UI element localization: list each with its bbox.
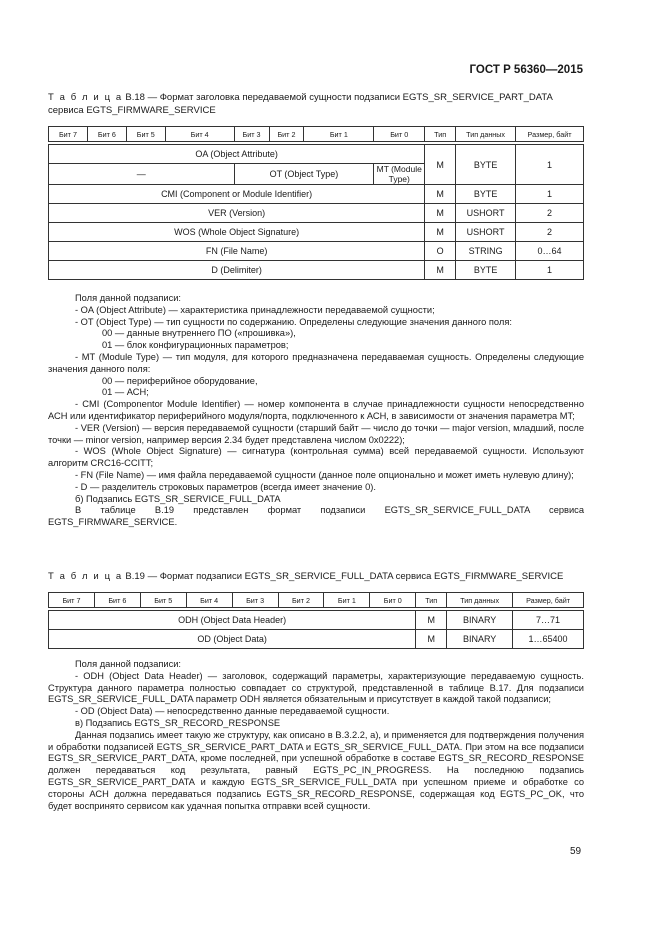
table-header-row [49,127,584,142]
paragraph: - ODH (Object Data Header) — заголовок, содержащий параметры, характеризующие передаваемую сущность. Структура данного параметра полностью совпадает со структурой, представленной в таблице В.17. Для подзаписи EGTS_SR_SERVICE_FULL_DATA параметр ODH является обязательным и присутствует в каждой такой подзаписи; [48,670,584,705]
paragraph: - WOS (Whole Object Signature) — сигнатура (контрольная сумма) всей передаваемой сущности. Используют алгоритм CRC16-CCITT; [48,446,584,469]
paragraph: Данная подзапись имеет такую же структуру, как описано в В.3.2.2, а), и применяется для подтверждения получения и обработки подзаписей EGTS_SR_SERVICE_PART_DATA и EGTS_SR_SERVICE_FULL_DATA. При этом на все подзаписи EGTS_SR_SERVICE_PART_DATA, кроме последней, при успешной обработке в составе EGTS_SR_RECORD_RESPONSE должен передаваться код результата, равный EGTS_PC_IN_PROGRESS. На последнюю подзапись EGTS_SR_SERVICE_PART_DATA и каждую EGTS_SR_SERVICE_FULL_DATA при успешном приеме и обработке со стороны АСН должна передаваться подзапись EGTS_SR_RECORD_RESPONSE, содержащая код EGTS_PC_OK, что будет воспринято сервисом как удачная попытка отправки всей сущности. [48,729,584,811]
oa-size: 1 [516,145,584,185]
table-row [49,242,584,261]
field-name: D (Delimiter) [49,261,425,280]
header-cell: Бит 3 [232,593,278,608]
paragraph: - CMI (Componentor Module Identifier) — номер компонента в случае принадлежности сущности непосредственно АСН или идентификатор периферийного модуля/порта, подключенного к АСН, в зависимости от значения параметра MT; [48,399,584,421]
field-type: M [416,611,447,630]
field-size: 1 [516,185,584,204]
field-datatype: STRING [456,242,516,261]
paragraph: 00 — данные внутреннего ПО («прошивка»), [102,328,296,339]
subsection-heading: в) Подзапись EGTS_SR_RECORD_RESPONSE [75,717,281,728]
header-cell: Бит 6 [87,127,126,142]
caption-prefix: Т а б л и ц а [48,92,123,103]
field-type: M [425,185,456,204]
caption-text: В.19 — Формат подзаписи EGTS_SR_SERVICE_FULL_DATA сервиса EGTS_FIRMWARE_SERVICE [125,571,564,582]
caption-text: В.18 — Формат заголовка передаваемой сущности подзаписи EGTS_SR_SERVICE_PART_DATA сервиса EGTS_FIRMWARE_SERVICE [48,92,553,116]
standard-header: ГОСТ Р 56360—2015 [469,64,583,76]
caption-prefix: Т а б л и ц а [48,571,123,582]
header-cell: Бит 4 [165,127,234,142]
header-cell: Размер, байт [516,127,584,142]
header-cell: Тип данных [447,593,513,608]
field-type: M [425,223,456,242]
mt-field: MT (Module Type) [374,164,425,185]
paragraph: Поля данной подзаписи: [75,659,182,669]
table-row [49,223,584,242]
paragraph: - MT (Module Type) — тип модуля, для которого предназначена передаваемая сущность. Определены следующие значения данного поля: [48,351,584,374]
table-row [49,145,584,164]
paragraph: 01 — АСН; [102,387,149,398]
section-b19-description [48,659,584,812]
field-datatype: BYTE [456,185,516,204]
paragraph: - OA (Object Attribute) — характеристика принадлежности передаваемой сущности; [75,304,435,315]
field-name: ODH (Object Data Header) [49,611,416,630]
header-cell: Бит 3 [234,127,269,142]
table-b18 [48,126,584,280]
header-cell: Бит 5 [140,593,186,608]
table-b19 [48,592,584,649]
paragraph: - OT (Object Type) — тип сущности по содержанию. Определены следующие значения данного поля: [75,316,512,327]
header-cell: Бит 4 [186,593,232,608]
field-name: OD (Object Data) [49,630,416,649]
header-cell: Бит 0 [370,593,416,608]
ot-field: OT (Object Type) [234,164,374,185]
subsection-heading: б) Подзапись EGTS_SR_SERVICE_FULL_DATA [75,493,281,504]
header-cell: Бит 1 [304,127,374,142]
field-size: 1 [516,261,584,280]
field-type: O [425,242,456,261]
field-name: VER (Version) [49,204,425,223]
header-cell: Бит 5 [126,127,165,142]
page-number: 59 [570,846,582,857]
header-cell: Бит 7 [49,127,88,142]
paragraph: - VER (Version) — версия передаваемой сущности (старший байт — число до точки — major version, младший, после точки — minor version, например версия 2.34 будет представлена числом 0x0222); [48,422,584,445]
field-size: 2 [516,223,584,242]
header-cell: Бит 2 [269,127,304,142]
header-cell: Тип [425,127,456,142]
table-header-row [49,593,584,608]
field-size: 1…65400 [513,630,584,649]
paragraph: - D — разделитель строковых параметров (всегда имеет значение 0). [75,481,376,492]
header-cell: Бит 0 [374,127,425,142]
field-name: FN (File Name) [49,242,425,261]
field-size: 2 [516,204,584,223]
table-b18-caption [48,91,584,117]
field-datatype: USHORT [456,204,516,223]
oa-datatype: BYTE [456,145,516,185]
table-row [49,204,584,223]
table-row [49,185,584,204]
field-name: CMI (Component or Module Identifier) [49,185,425,204]
paragraph: В таблице В.19 представлен формат подзаписи EGTS_SR_SERVICE_FULL_DATA сервиса EGTS_FIRMWARE_SERVICE. [48,505,584,528]
section-b18-description [48,293,584,529]
paragraph: - FN (File Name) — имя файла передаваемой сущности (данное поле опционально и может иметь нулевую длину); [75,469,574,480]
field-datatype: BINARY [447,611,513,630]
field-name: WOS (Whole Object Signature) [49,223,425,242]
oa-field: OA (Object Attribute) [49,145,425,164]
header-cell: Тип [416,593,447,608]
paragraph: 01 — блок конфигурационных параметров; [102,340,289,351]
paragraph: Поля данной подзаписи: [75,293,182,303]
table-row [49,611,584,630]
field-size: 0…64 [516,242,584,261]
paragraph: - OD (Object Data) — непосредственно данные передаваемой сущности. [75,706,390,717]
header-cell: Бит 7 [49,593,95,608]
field-type: M [425,204,456,223]
reserved-bits: — [49,164,235,185]
oa-type: M [425,145,456,185]
header-cell: Бит 1 [324,593,370,608]
header-cell: Размер, байт [513,593,584,608]
field-type: M [416,630,447,649]
table-b19-caption [48,570,584,583]
header-cell: Бит 2 [278,593,324,608]
field-datatype: BINARY [447,630,513,649]
table-row [49,261,584,280]
field-datatype: USHORT [456,223,516,242]
field-size: 7…71 [513,611,584,630]
header-cell: Бит 6 [94,593,140,608]
field-type: M [425,261,456,280]
field-datatype: BYTE [456,261,516,280]
paragraph: 00 — периферийное оборудование, [102,375,258,386]
table-row [49,630,584,649]
header-cell: Тип данных [456,127,516,142]
